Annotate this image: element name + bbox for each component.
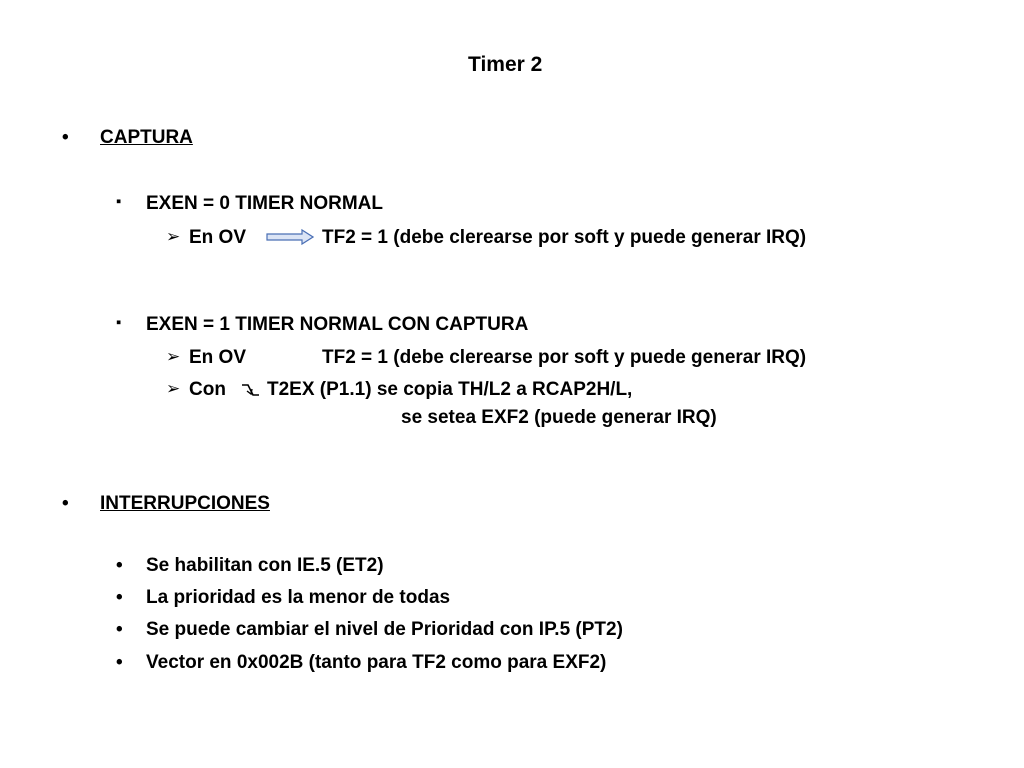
list-item: La prioridad es la menor de todas	[146, 587, 451, 608]
list-item: Se puede cambiar el nivel de Prioridad con IP.5 (PT2)	[146, 619, 623, 640]
exen1-sub2-left: Con	[189, 379, 226, 400]
bullet-arrow: ➢	[166, 347, 181, 366]
bullet-dot: •	[62, 127, 69, 148]
exen0-label: EXEN = 0 TIMER NORMAL	[146, 193, 383, 214]
bullet-dot: •	[62, 493, 69, 514]
exen1-sub2-right: T2EX (P1.1) se copia TH/L2 a RCAP2H/L,	[267, 379, 633, 400]
bullet-square: ▪	[116, 314, 122, 331]
bullet-dot: •	[116, 619, 123, 640]
list-item: Se habilitan con IE.5 (ET2)	[146, 555, 384, 576]
section-heading-interrupciones: INTERRUPCIONES	[100, 493, 270, 514]
bullet-dot: •	[116, 652, 123, 673]
list-item: Vector en 0x002B (tanto para TF2 como para EXF2)	[146, 652, 607, 673]
exen1-label: EXEN = 1 TIMER NORMAL CON CAPTURA	[146, 314, 529, 335]
exen0-sub-right: TF2 = 1 (debe clerearse por soft y puede generar IRQ)	[322, 227, 807, 248]
slide-title: Timer 2	[468, 53, 543, 76]
bullet-square: ▪	[116, 193, 122, 210]
bullet-dot: •	[116, 587, 123, 608]
exen1-sub1-right: TF2 = 1 (debe clerearse por soft y puede generar IRQ)	[322, 347, 807, 368]
bullet-arrow: ➢	[166, 227, 181, 246]
arrow-right-icon	[266, 228, 314, 246]
bullet-arrow: ➢	[166, 379, 181, 398]
bullet-dot: •	[116, 555, 123, 576]
section-heading-captura: CAPTURA	[100, 127, 193, 148]
exen1-sub1-left: En OV	[189, 347, 247, 368]
exen0-sub-left: En OV	[189, 227, 247, 248]
exen1-sub2-continuation: se setea EXF2 (puede generar IRQ)	[401, 407, 717, 428]
falling-edge-icon	[240, 382, 260, 400]
